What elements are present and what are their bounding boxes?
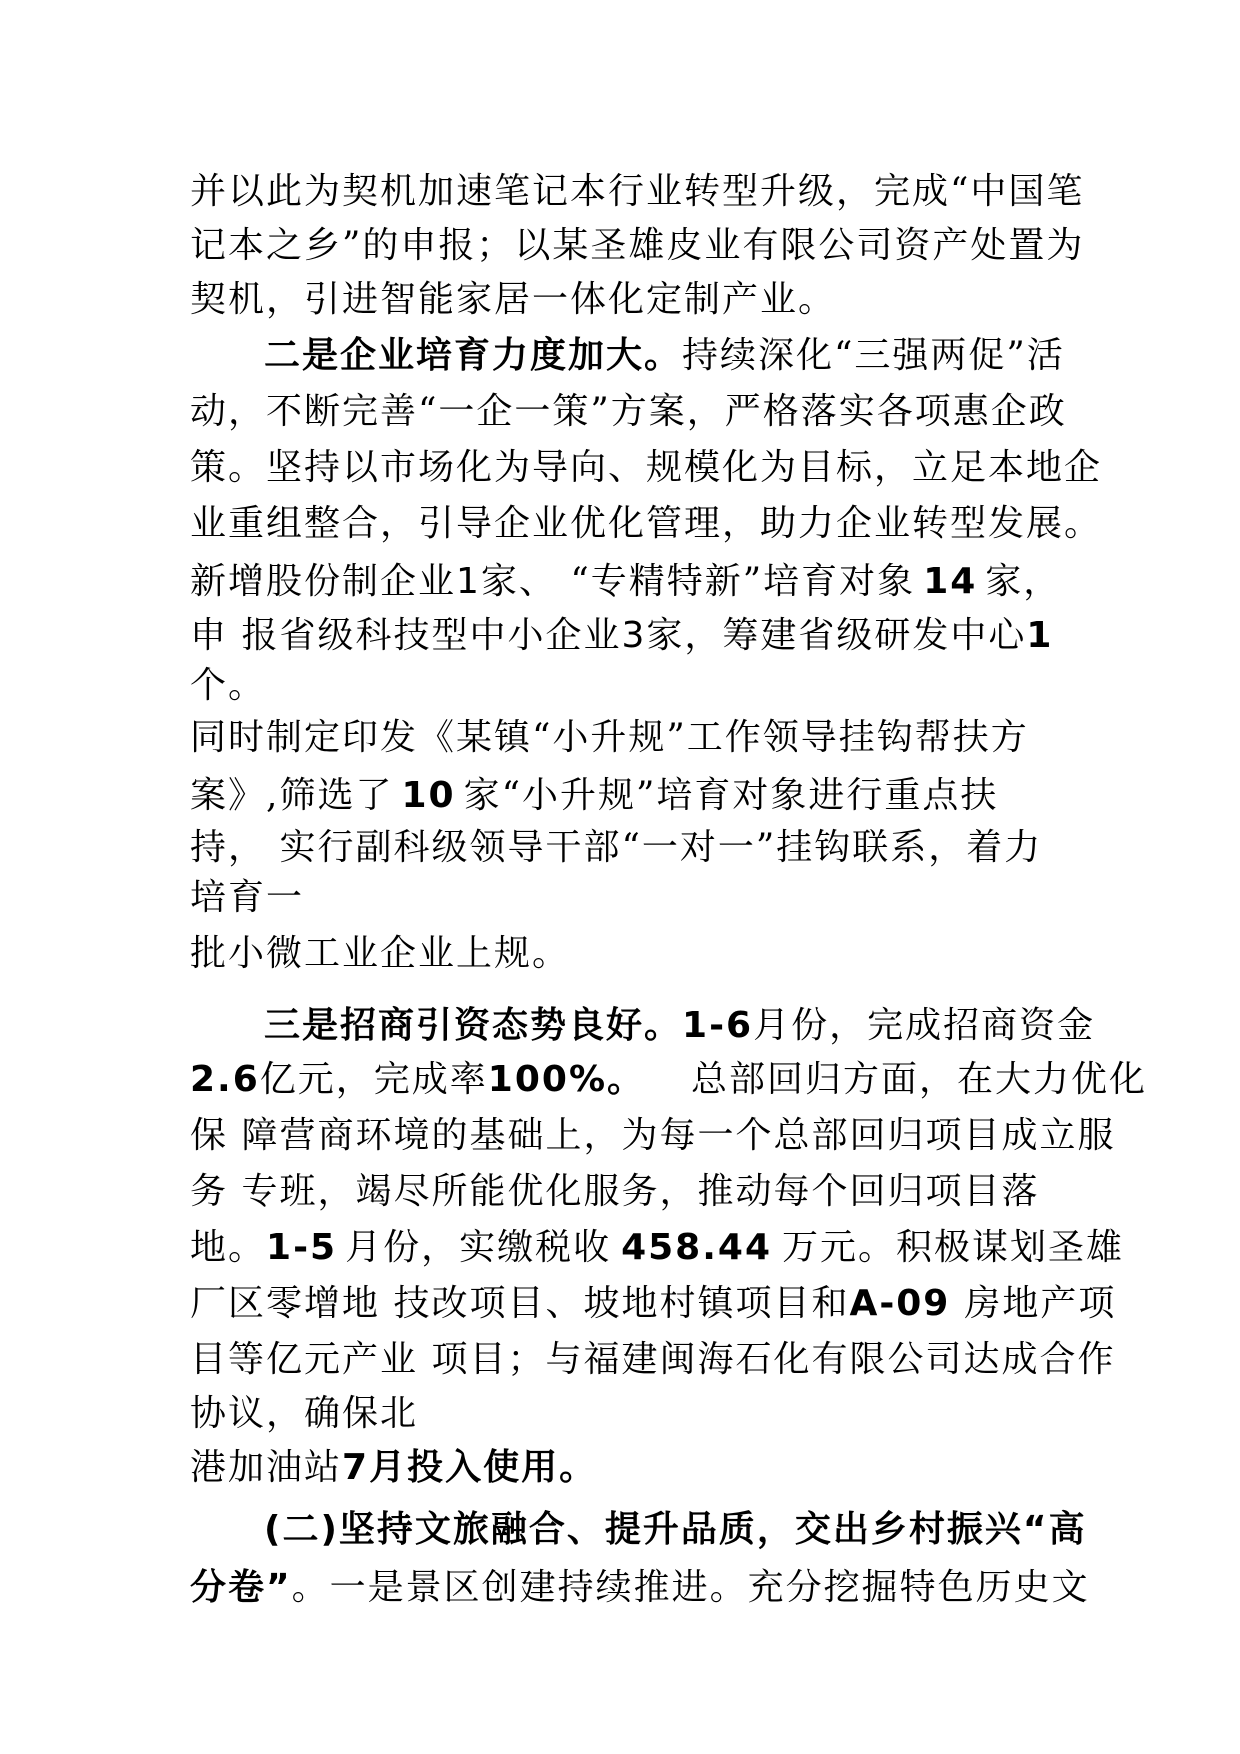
- text-line: 契机，引进智能家居一体化定制产业。: [190, 279, 837, 320]
- text-line: [190, 1282, 1116, 1326]
- text-line: 记本之乡”的申报；以某圣雄皮业有限公司资产处置为: [190, 225, 1085, 266]
- text-run: 家、 “专精特新”培育对象: [480, 561, 916, 602]
- number: 1: [456, 561, 481, 602]
- text-run: 家“小升规”培育对象进行重点扶: [463, 775, 999, 816]
- text-run: 总部回归方面，在大力优化: [691, 1059, 1148, 1100]
- text-line: 并以此为契机加速笔记本行业转型升级，完成“中国笔: [190, 171, 1085, 212]
- number: 1-5: [266, 1227, 338, 1268]
- text-run: 厂区零增地 技改项目、坡地村镇项目和: [190, 1283, 850, 1324]
- paragraph-heading: 三是招商引资态势良好。: [264, 1005, 683, 1046]
- text-line: 业重组整合，引导企业优化管理，助力企业转型发展。: [190, 503, 1103, 544]
- number: 3: [621, 615, 647, 656]
- number: A-09: [849, 1283, 951, 1324]
- section-heading: (二)坚持文旅融合、提升品质，交出乡村振兴“高: [264, 1509, 1087, 1550]
- number: 458.44: [621, 1227, 772, 1268]
- text-line: 协议，确保北: [190, 1393, 419, 1434]
- number: 1: [1026, 615, 1054, 656]
- paragraph-first-line: [264, 1004, 1095, 1048]
- text-run: 申 报省级科技型中小企业: [190, 615, 622, 656]
- text-run: 月份，实缴税收: [345, 1227, 612, 1268]
- text-line: [190, 560, 1061, 604]
- text-run: 新增股份制企业: [190, 561, 457, 602]
- number: 2.6: [190, 1059, 260, 1100]
- text-run: 家，: [985, 561, 1062, 602]
- text-run: 万元。积极谋划圣雄: [782, 1227, 1125, 1268]
- text-run: 案》,筛选了: [190, 775, 394, 816]
- text-line: 个。: [190, 665, 267, 706]
- paragraph-heading: 二是企业培育力度加大。: [264, 335, 683, 376]
- text-line: 持， 实行副科级领导干部“一对一”挂钩联系，着力: [190, 827, 1043, 868]
- text-run-bold: 月投入使用。: [369, 1447, 598, 1488]
- text-line: 保 障营商环境的基础上，为每一个总部回归项目成立服: [190, 1115, 1116, 1156]
- text-line: [190, 1566, 1090, 1610]
- text-run: 房地产项: [964, 1283, 1117, 1324]
- text-line: [190, 1446, 597, 1490]
- text-line: 动，不断完善“一企一策”方案，严格落实各项惠企政: [190, 391, 1067, 432]
- number: 7: [342, 1447, 370, 1488]
- text-run: 月份，完成招商资金: [753, 1005, 1096, 1046]
- text-run: 港加油站: [190, 1447, 343, 1488]
- text-line: [190, 1058, 1147, 1102]
- text-run: 持续深化“三强两促”活: [682, 335, 1065, 376]
- number: 100%。: [487, 1059, 646, 1100]
- text-line: [190, 774, 998, 818]
- paragraph-first-line: [264, 334, 1065, 378]
- text-line: 目等亿元产业 项目；与福建闽海石化有限公司达成合作: [190, 1339, 1116, 1380]
- text-run: 。一是景区创建持续推进。充分挖掘特色历史文: [291, 1567, 1090, 1608]
- text-line: 同时制定印发《某镇“小升规”工作领导挂钩帮扶方: [190, 717, 1029, 758]
- number: 14: [923, 561, 978, 602]
- text-line: [190, 614, 1053, 658]
- text-run: 亿元，完成率: [259, 1059, 488, 1100]
- text-line: 务 专班，竭尽所能优化服务，推动每个回归项目落: [190, 1171, 1040, 1212]
- text-run: 地。: [190, 1227, 267, 1268]
- number: 10: [401, 775, 456, 816]
- text-line: 策。坚持以市场化为导向、规模化为目标，立足本地企: [190, 447, 1103, 488]
- number: 1-6: [682, 1005, 754, 1046]
- text-run: 家，筹建省级研发中心: [646, 615, 1027, 656]
- section-heading-tail: 分卷”: [190, 1567, 292, 1608]
- text-line: 批小微工业企业上规。: [190, 933, 571, 974]
- text-line: [190, 1226, 1124, 1270]
- text-line: 培育一: [190, 877, 305, 918]
